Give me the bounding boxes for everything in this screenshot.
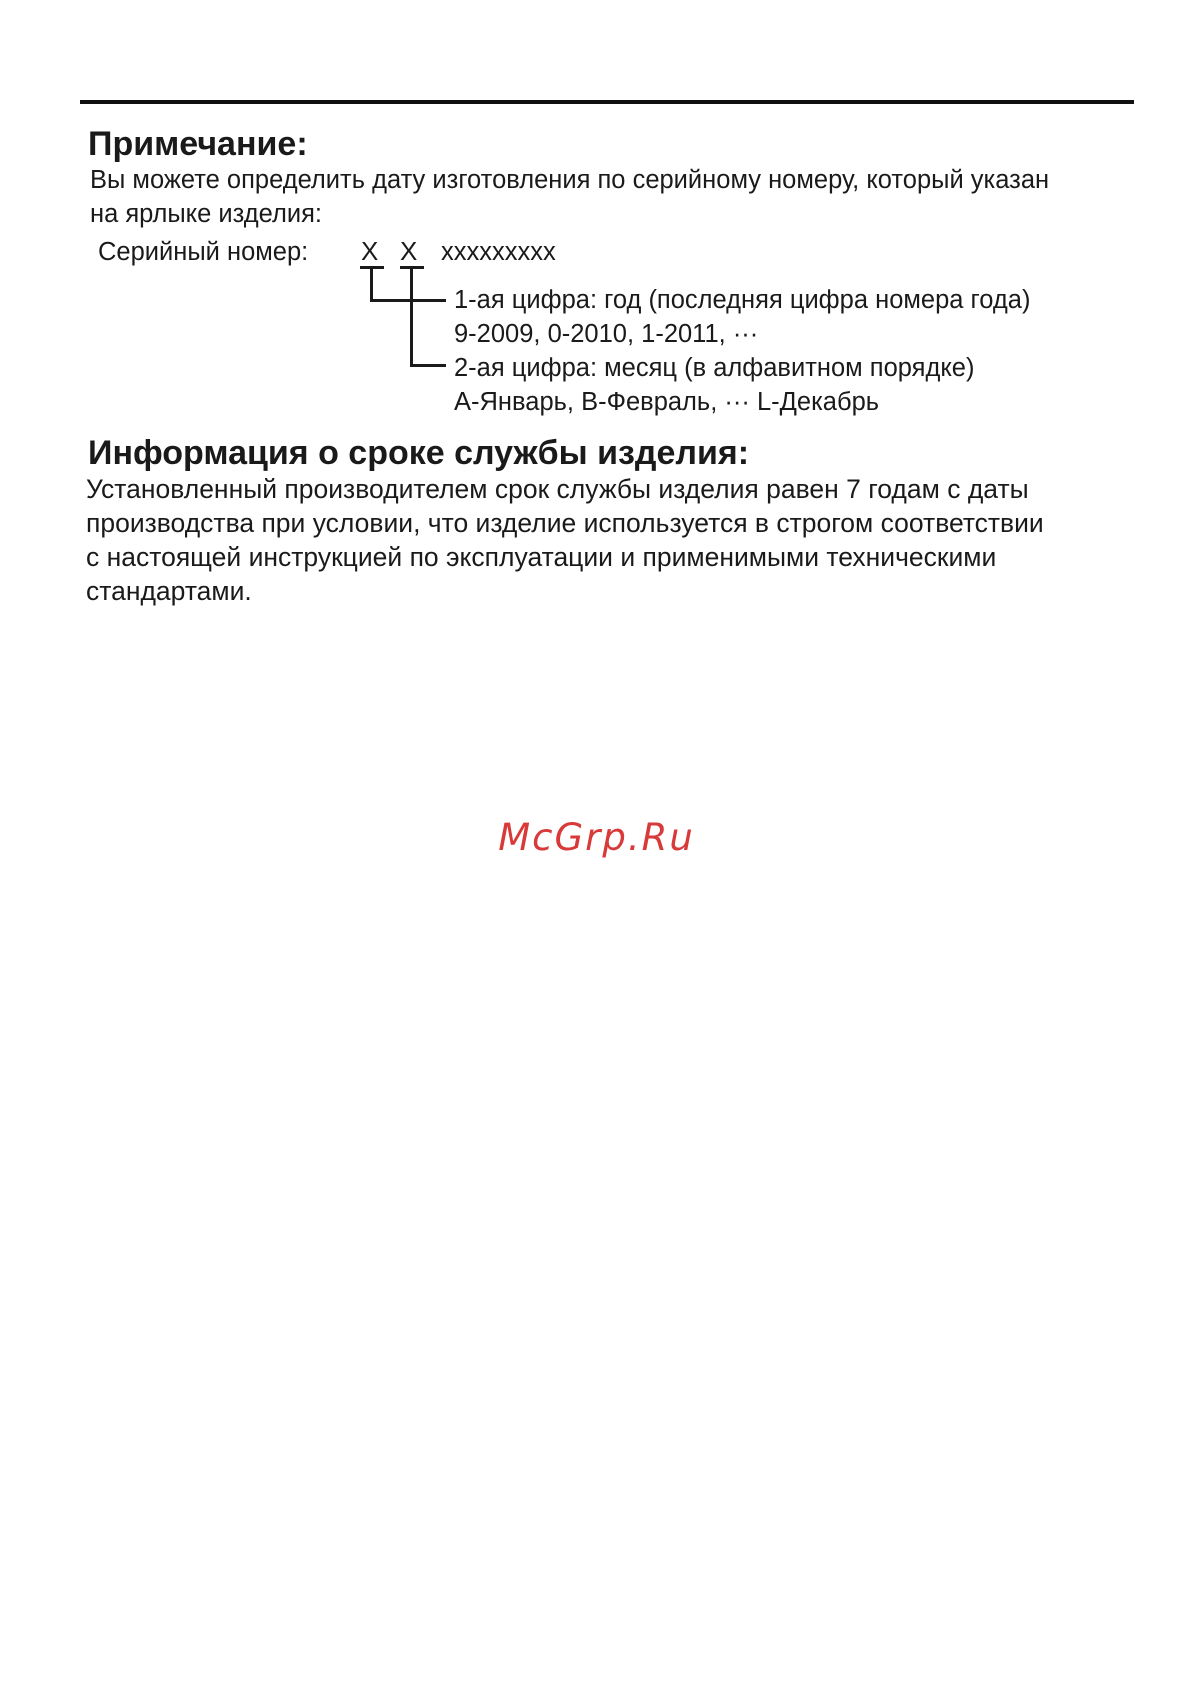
watermark: McGrp.Ru	[498, 816, 695, 859]
note-intro-line-2: на ярлыке изделия:	[90, 200, 322, 228]
digit-1-connector-horizontal	[370, 299, 446, 302]
top-rule	[80, 100, 1134, 104]
digit-1-example: 9-2009, 0-2010, 1-2011, ···	[454, 320, 759, 348]
serial-number-label: Серийный номер:	[98, 238, 309, 266]
serial-rest: xxxxxxxxx	[441, 238, 556, 266]
digit-2-connector-horizontal	[410, 364, 446, 367]
lifetime-line-2: производства при условии, что изделие используется в строгом соответствии	[86, 508, 1044, 538]
digit-1-connector-vertical	[370, 266, 373, 302]
lifetime-line-4: стандартами.	[86, 576, 252, 606]
lifetime-paragraph	[86, 472, 1044, 608]
digit-2-description: 2-ая цифра: месяц (в алфавитном порядке)	[454, 354, 975, 382]
lifetime-heading: Информация о сроке службы изделия:	[88, 434, 750, 472]
digit-2-connector-vertical	[410, 266, 413, 367]
lifetime-line-3: с настоящей инструкцией по эксплуатации и применимыми техническими	[86, 542, 997, 572]
note-heading: Примечание:	[88, 125, 308, 163]
serial-digit-1: X	[361, 236, 379, 266]
digit-1-description: 1-ая цифра: год (последняя цифра номера года)	[454, 286, 1031, 314]
digit-2-example: A-Январь, B-Февраль, ··· L-Декабрь	[454, 388, 880, 416]
serial-digit-2: X	[400, 236, 418, 266]
note-intro-line-1: Вы можете определить дату изготовления по серийному номеру, который указан	[90, 166, 1050, 194]
lifetime-line-1: Установленный производителем срок службы изделия равен 7 годам с даты	[86, 474, 1029, 504]
